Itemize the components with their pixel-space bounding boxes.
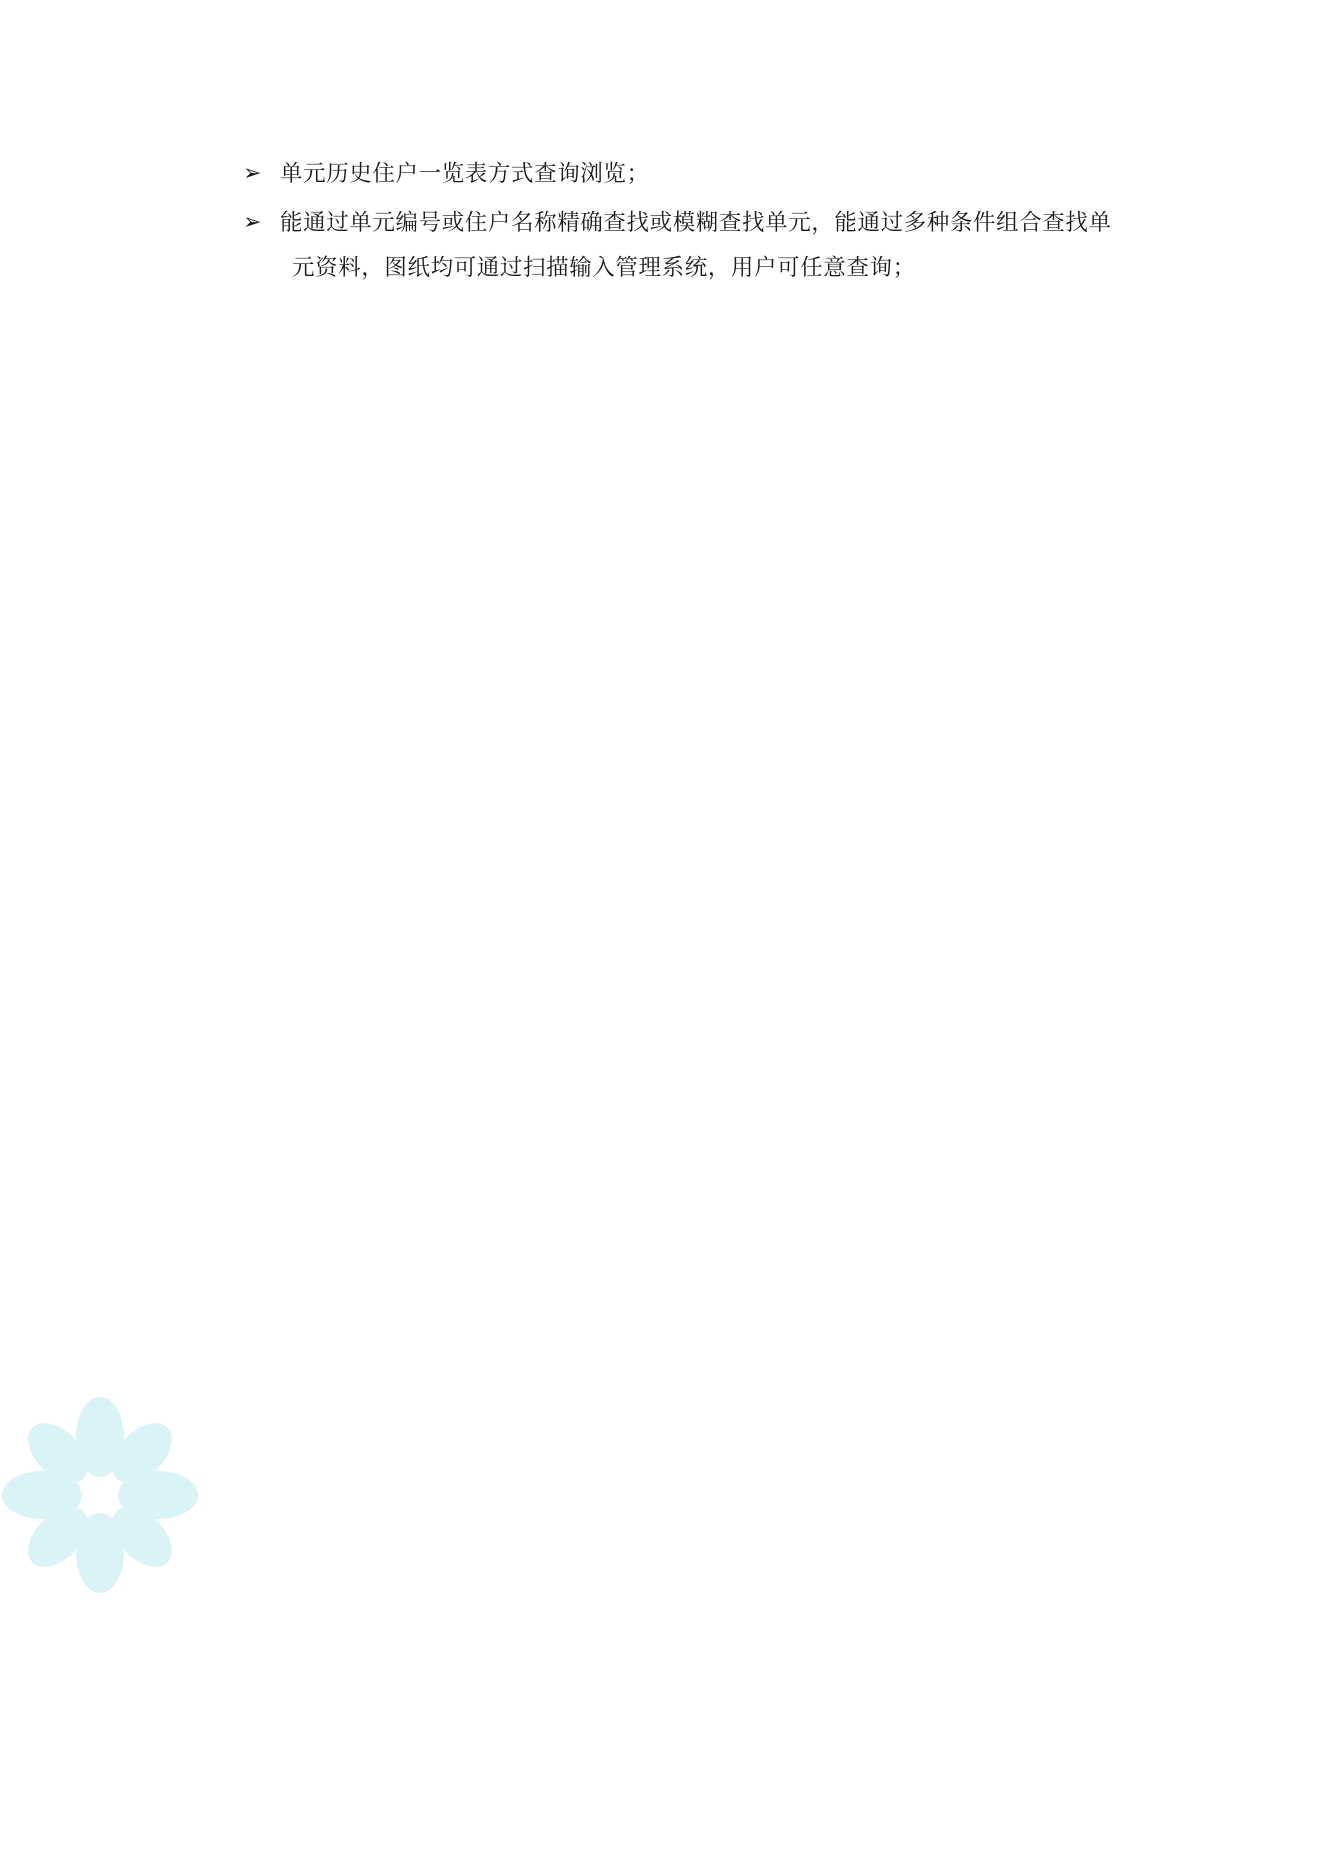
bullet-item-text: 元资料，图纸均可通过扫描输入管理系统，用户可任意查询；: [292, 255, 916, 281]
bullet-item-text: 单元历史住户一览表方式查询浏览；: [280, 161, 650, 187]
bullet-item-text: 能通过单元编号或住户名称精确查找或模糊查找单元，能通过多种条件组合查找单: [280, 210, 1112, 236]
bullet-arrow-icon: ➢: [243, 210, 262, 235]
bullet-arrow-icon: ➢: [243, 161, 262, 186]
